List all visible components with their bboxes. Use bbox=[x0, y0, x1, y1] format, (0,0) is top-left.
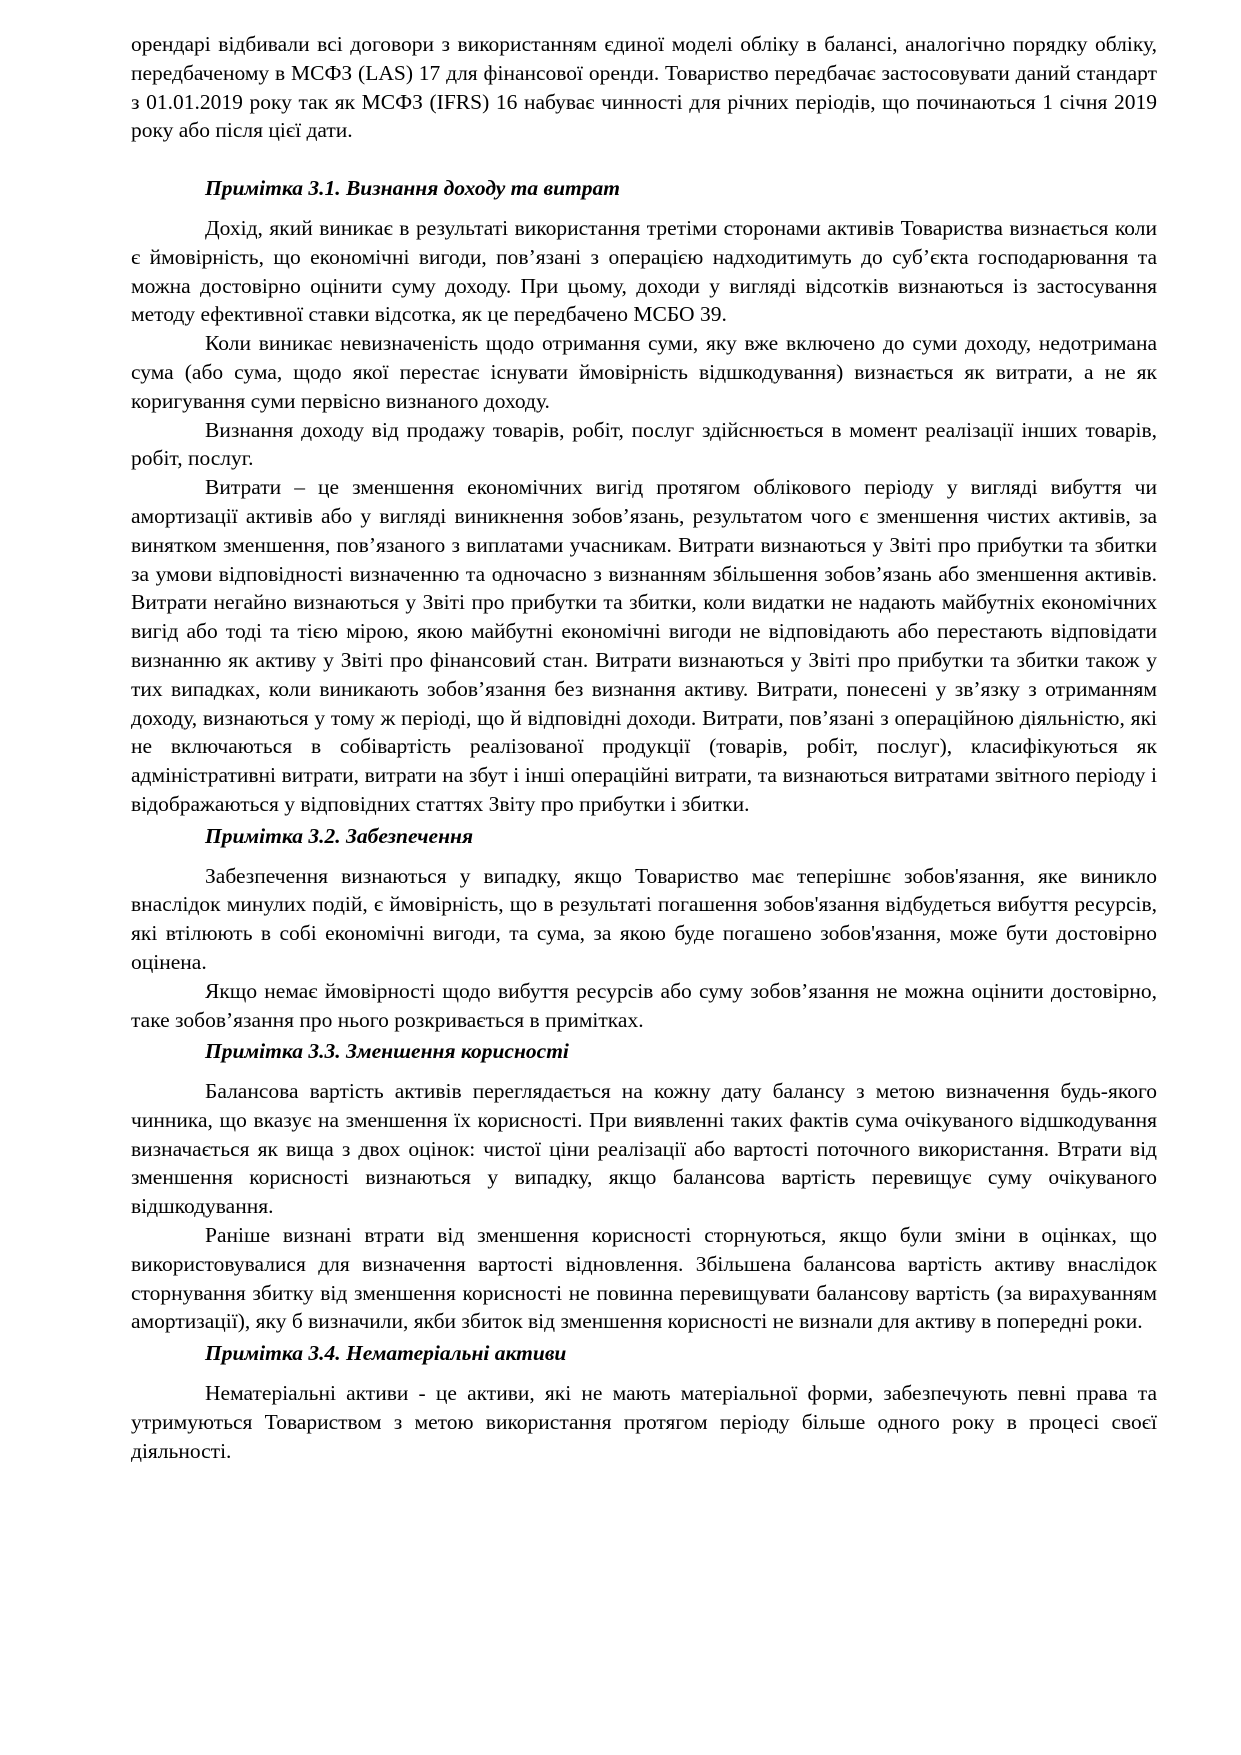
paragraph-impairment: Балансова вартість активів переглядається на кожну дату балансу з метою визначення будь-якого чинника, що вказує на зменшення їх корисності. При виявленні таких фактів сума очікуваного відшкодування визначається як вища з двох оцінок: чистої ціни реалізації або вартості поточного використання. Втрати від зменшення корисності визнаються у випадку, якщо балансова вартість перевищує суму очікуваного відшкодування. bbox=[131, 1079, 1157, 1219]
paragraph-provisions: Забезпечення визнаються у випадку, якщо Товариство має теперішнє зобов'язання, яке виникло внаслідок минулих подій, є ймовірність, що в результаті погашення зобов'язання відбудеться вибуття ресурсів, які втілюють в собі економічні вигоди, та сума, за якою буде погашено зобов'язання, може бути достовірно оцінена. bbox=[131, 863, 1157, 974]
paragraph-lease-standard: орендарі відбивали всі договори з використанням єдиної моделі обліку в балансі, аналогічно порядку обліку, передбаченому в МСФЗ (LAS) 17 для фінансової оренди. Товариство передбачає застосовувати даний стандарт з 01.01.2019 року так як МСФЗ (IFRS) 16 набуває чинності для річних періодів, що починаються 1 січня 2019 року або після цієї дати. bbox=[131, 32, 1157, 143]
paragraph-income-recognition: Дохід, який виникає в результаті використання третіми сторонами активів Товариства визнається коли є ймовірність, що економічні вигоди, пов’язані з операцією надходитимуть до суб’єкта господарювання та можна достовірно оцінити суму доходу. При цьому, доходи у вигляді відсотків визнаються із застосування методу ефективної ставки відсотка, як це передбачено МСБО 39. bbox=[131, 215, 1157, 327]
paragraph-expenses: Витрати – це зменшення економічних вигід протягом облікового періоду у вигляді вибуття чи амортизації активів або у вигляді виникнення зобов’язань, результатом чого є зменшення чистих активів, за винятком зменшення, пов’язаного з виплатами учасникам. Витрати визнаються у Звіті про прибутки та збитки за умови відповідності визначенню та одночасно з визнанням збільшення зобов’язань або зменшення активів. Витрати негайно визнаються у Звіті про прибутки та збитки, коли видатки не надають майбутніх економічних вигід або тоді та тією мірою, якою майбутні економічні вигоди не відповідають або перестають відповідати визнанню як активу у Звіті про фінансовий стан. Витрати визнаються у Звіті про прибутки та збитки також у тих випадках, коли виникають зобов’язання без визнання активу. Витрати, понесені у зв’язку з отриманням доходу, визнаються у тому ж періоді, що й відповідні доходи. Витрати, пов’язані з операційною діяльністю, які не включаються в собівартість реалізованої продукції (товарів, робіт, послуг), класифікуються як адміністративні витрати, витрати на збут і інші операційні витрати, та визнаються витратами звітного періоду і відображаються у відповідних статтях Звіту про прибутки і збитки. bbox=[131, 475, 1157, 816]
paragraph-impairment-reversal: Раніше визнані втрати від зменшення корисності сторнуються, якщо були зміни в оцінках, що використовувалися для визначення вартості відновлення. Збільшена балансова вартість активу внаслідок сторнування збитку від зменшення корисності не повинна перевищувати балансову вартість (за вирахуванням амортизації), яку б визначили, якби збиток від зменшення корисності не визнали для активу в попередні роки. bbox=[131, 1223, 1157, 1334]
paragraph-provisions-disclosure: Якщо немає ймовірності щодо вибуття ресурсів або суму зобов’язання не можна оцінити достовірно, таке зобов’язання про нього розкривається в примітках. bbox=[131, 978, 1157, 1032]
paragraph-sales-income: Визнання доходу від продажу товарів, робіт, послуг здійснюється в момент реалізації інших товарів, робіт, послуг. bbox=[131, 417, 1157, 471]
heading-note-3-2: Примітка 3.2. Забезпечення bbox=[205, 823, 474, 848]
heading-note-3-3: Примітка 3.3. Зменшення корисності bbox=[205, 1039, 569, 1064]
document-page bbox=[131, 30, 1157, 1465]
paragraph-intangible-assets: Нематеріальні активи - це активи, які не мають матеріальної форми, забезпечують певні права та утримуються Товариством з метою використання протягом періоду більше одного року в процесі своєї діяльності. bbox=[131, 1381, 1157, 1463]
heading-note-3-1: Примітка 3.1. Визнання доходу та витрат bbox=[205, 176, 620, 201]
heading-note-3-4: Примітка 3.4. Нематеріальні активи bbox=[205, 1341, 567, 1366]
paragraph-uncertainty: Коли виникає невизначеність щодо отримання суми, яку вже включено до суми доходу, недотримана сума (або сума, щодо якої перестає існувати ймовірність відшкодування) визнається як витрати, а не як коригування суми первісно визнаного доходу. bbox=[131, 331, 1157, 413]
